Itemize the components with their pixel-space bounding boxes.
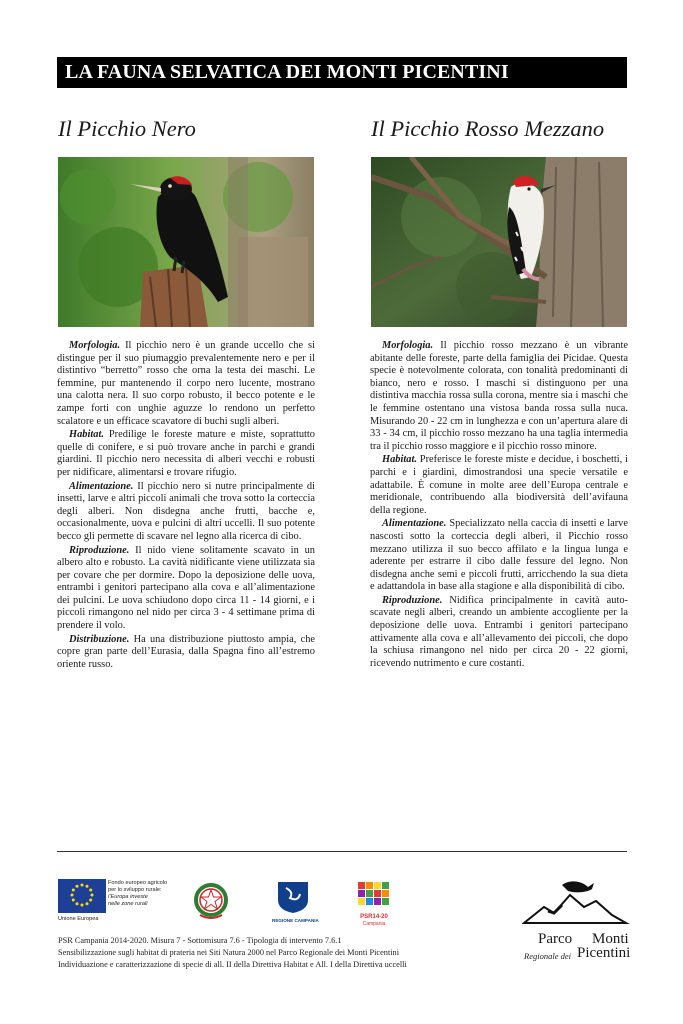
eu-flag-icon — [58, 879, 106, 913]
page-banner-title: LA FAUNA SELVATICA DEI MONTI PICENTINI — [57, 57, 627, 88]
left-section-riproduzione: Riproduzione. Il nido viene solitamente scavato in un albero alto e robusto. La cavità nidificante viene utilizzata sia per covare che per dormire. Dopo la deposizione delle uova, entrambi i genitori partecipano alla cova e all’alimentazione dei pulcini. Le uova schiudono dopo circa 11 - 14 giorni, e i piccoli rimangono nel nido per circa 3 - 4 settimane prima di prendere il volo. — [57, 544, 315, 632]
psr-campania-logo: PSR14-20 Campania — [356, 880, 392, 926]
right-section-habitat: Habitat. Preferisce le foreste miste e decidue, i boschetti, i parchi e i giardini, dimostrandosi una specie versatile e adattabile. È comune in molte aree dell’Europa centrale e meridionale, contribuendo alla biodiversità dell’avifauna della regione. — [370, 454, 628, 516]
left-section-morfologia: Morfologia. Il picchio nero è un grande uccello che si distingue per il suo piumaggio prevalentemente nero e per il distintivo “berretto” rosso che orna la testa dei maschi. Le femmine, pur mantenendo il corpo nero lucente, mostrano una calotta nera. Il suo corpo robusto, il becco potente e le zampe forti con unghie aguzze lo rendono un perfetto scalatore e un efficace scavatore di buchi sugli alberi. — [57, 340, 315, 427]
right-description — [370, 340, 628, 671]
right-section-riproduzione: Riproduzione. Nidifica principalmente in cavità auto-scavate negli alberi, creando un ambiente accogliente per la deposizione delle uova. Entrambi i genitori partecipano attivamente alla cova e all’allevamento dei piccoli, che dopo la schiusa rimangono nel nido per circa 20 - 22 giorni, ricevendo nutrimento e cure costanti. — [370, 594, 628, 669]
right-section-morfologia: Morfologia. Il picchio rosso mezzano è un vibrante abitante delle foreste, parte della famiglia dei Picidae. Questa specie è notevolmente colorata, con tonalità predominanti di bianco, nero e rosso. I maschi si distinguono per una distintiva macchia rossa sulla corona, mentre sia i maschi che le femmine ostentano una vistosa banda rossa sulla nuca. Misurando 20 - 22 cm in lunghezza e con un’apertura alare di 33 - 34 cm, il picchio rosso mezzano ha una taglia intermedia tra il picchio rosso maggiore e il picchio rosso minore. — [370, 340, 628, 452]
right-section-alimentazione: Alimentazione. Specializzato nella caccia di insetti e larve nascosti sotto la corteccia degli alberi, il Picchio rosso mezzano utilizza il suo becco affilato e la lingua lunga e aderente per estrarre il cibo dalle fessure del legno. Non disdegna anche semi e piccoli frutti, arricchendo la sua dieta e adattandola in base alla stagione e alla disponibilità di cibo. — [370, 518, 628, 593]
italian-republic-emblem-icon — [192, 881, 230, 921]
parco-monti-picentini-logo: Parco Monti Regionale dei Picentini — [522, 877, 630, 969]
eu-fund-text: Fondo europeo agricolo per lo sviluppo rurale: l’Europa investe nelle zone rurali — [108, 880, 168, 907]
right-species-title: Il Picchio Rosso Mezzano — [371, 116, 605, 141]
left-section-habitat: Habitat. Predilige le foreste mature e miste, soprattutto quelle di conifere, e si può trovare anche in parchi e grandi giardini. Il picchio nero necessita di alberi vecchi e robusti per nidificare, alimentarsi e trovare rifugio. — [57, 429, 315, 478]
footer-credits: PSR Campania 2014-2020. Misura 7 - Sottomisura 7.6 - Tipologia di intervento 7.6.1 Sensibilizzazione sugli habitat di prateria nei Siti Natura 2000 nel Parco Regionale dei Monti Picentini Individuazione e caratterizzazione di specie di all. II della Direttiva Habitat e All. I della Direttiva uccelli — [58, 936, 407, 969]
left-description — [57, 340, 315, 672]
middle-spotted-woodpecker-photo — [371, 157, 627, 327]
eu-caption: Unione Europea — [58, 916, 99, 922]
left-species-title: Il Picchio Nero — [58, 116, 196, 141]
black-woodpecker-photo — [58, 157, 314, 327]
left-section-distribuzione: Distribuzione. Ha una distribuzione piuttosto ampia, che copre gran parte dell’Eurasia, dalla Spagna fino all’estremo oriente russo. — [57, 633, 315, 670]
regione-campania-logo: REGIONE CAMPANIA — [272, 880, 314, 922]
footer-divider — [57, 851, 627, 852]
left-section-alimentazione: Alimentazione. Il picchio nero si nutre principalmente di insetti, larve e altri piccoli animali che trova sotto la corteccia degli alberi. Non disdegna anche frutti, bacche e, occasionalmente, uova e pulcini di altri uccelli. Il suo potente becco gli permette di scavare nel legno alla ricerca di cibo. — [57, 480, 315, 542]
